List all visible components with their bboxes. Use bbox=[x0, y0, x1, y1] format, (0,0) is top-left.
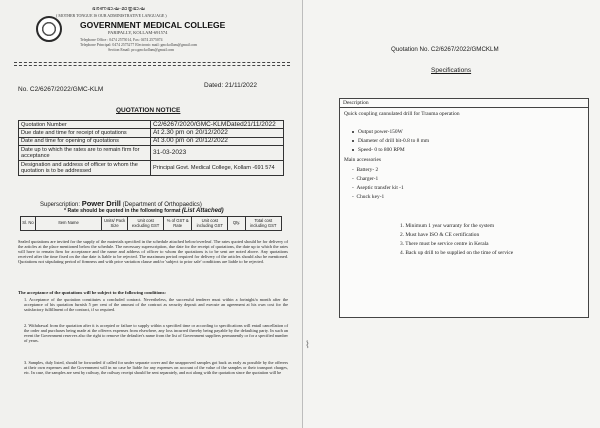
item-rate-table bbox=[20, 216, 282, 231]
row-value: Principal Govt. Medical College, Kollam -691 574 bbox=[151, 161, 284, 176]
col-header: Unit cost excluding GST bbox=[127, 217, 163, 231]
dash-icon: - bbox=[352, 167, 357, 173]
row-key: Due date and time for receipt of quotations bbox=[19, 129, 151, 137]
col-header: % of GST & Rate bbox=[164, 217, 192, 231]
term-item: 1. Minimum 1 year warranty for the system bbox=[400, 223, 495, 229]
col-header: Units/ Pack Size bbox=[102, 217, 128, 231]
superscription bbox=[40, 199, 202, 208]
bullet-icon bbox=[352, 149, 354, 151]
accessory-item bbox=[352, 176, 378, 182]
superscription-label: Superscription: bbox=[40, 202, 81, 208]
conditions-heading: The acceptance of the quotations will be subject to the following conditions: bbox=[18, 290, 166, 295]
malayalam-heading: ഭരണഭാഷ-മാതൃഭാഷ bbox=[92, 7, 146, 12]
col-header: Sl. No bbox=[21, 217, 36, 231]
condition-item: 3. Samples, duly listed, should be forwarded if called for under separate cover and the unapproved samples got back as early as possible by the offerers at their own expenses and the Government will in no case be liable for any expenses on account of the value of the samples or their transport charges, etc. In case, the samples are sent by railway, the railway receipt should be sent separately, and not along with the quotation since the quotation will be bbox=[24, 360, 288, 375]
telephone-principal: Telephone Principal: 0474 2575277 Electronic mail: gmckollam@gmail.com bbox=[80, 43, 198, 47]
accessory-text: Chuck key-1 bbox=[356, 194, 385, 200]
bullet-icon bbox=[352, 131, 354, 133]
dash-icon: - bbox=[352, 176, 357, 182]
row-value: At 3.00 pm on 20/12/2022 bbox=[151, 137, 284, 145]
term-item: 2. Must have ISO & CE certification bbox=[400, 232, 480, 238]
rate-note-text: * Rate should be quoted in the following format bbox=[64, 208, 181, 214]
rate-note bbox=[64, 208, 224, 214]
term-item: 4. Back up drill to be supplied on the time of service bbox=[400, 250, 514, 256]
pen-mark-icon: ⌇ bbox=[305, 340, 310, 351]
letterhead-divider bbox=[14, 62, 290, 63]
row-key: Quotation Number bbox=[19, 121, 151, 129]
spec-item bbox=[352, 138, 429, 144]
spec-item bbox=[352, 147, 405, 153]
dated: Dated: 21/11/2022 bbox=[204, 82, 258, 89]
description-header: Description bbox=[340, 99, 588, 108]
table-row bbox=[19, 129, 284, 137]
spec-text: Speed- 0 to 800 RPM bbox=[358, 147, 405, 153]
accessories-label: Main accessories bbox=[344, 157, 381, 163]
col-header: Unit cost including GST bbox=[192, 217, 228, 231]
spec-text: Diameter of drill bit-0.8 to 8 mm bbox=[358, 138, 430, 144]
specifications-page bbox=[302, 0, 600, 428]
row-value: 31-03-2023 bbox=[151, 146, 284, 161]
instructions-paragraph: Sealed quotations are invited for the supply of the materials specified in the schedule attached below/overleaf. The rates quoted should be for delivery of the articles at the place mentioned below the schedule. The necessary superscription, due date for the receipt of quotations, the date up to which the rates will have to remain firm for acceptance and the name and address of officer to whom the quotations is to be sent are noted above. Any quotations received after the time fixed on the due date is liable to be rejected. The maximum period required for delivery of the articles should also be mentioned. Quotations not stipulating period of firmness and with price variation clause and/or 'subject to prior sale' conditions are liable to be rejected. bbox=[18, 239, 288, 265]
table-header-row bbox=[21, 217, 282, 231]
dash-icon: - bbox=[352, 185, 357, 191]
dash-icon: - bbox=[352, 194, 357, 200]
table-row bbox=[19, 161, 284, 176]
table-row bbox=[19, 137, 284, 145]
section-email: Section Email: pro.gmckollam@gmail.com bbox=[108, 48, 175, 52]
term-item: 3. There must be service centre in Kerala bbox=[400, 241, 489, 247]
notice-title: QUOTATION NOTICE bbox=[116, 107, 181, 114]
col-header: Item Name bbox=[35, 217, 101, 231]
letterhead-divider-2 bbox=[14, 65, 290, 66]
superscription-item: Power Drill bbox=[81, 199, 121, 208]
row-key: Date and time for opening of quotations bbox=[19, 137, 151, 145]
accessory-text: Aseptic transfer kit -1 bbox=[356, 185, 404, 191]
accessory-text: Battery- 2 bbox=[356, 167, 379, 173]
row-value: At 2.30 pm on 20/12/2022 bbox=[151, 129, 284, 137]
table-row bbox=[19, 121, 284, 129]
reference-number: No. C2/6267/2022/GMC-KLM bbox=[18, 86, 104, 93]
college-emblem-icon bbox=[36, 16, 62, 42]
accessory-text: Charger-1 bbox=[356, 176, 379, 182]
row-key: Designation and address of officer to whom the quotation is to be addressed bbox=[19, 161, 151, 176]
bullet-icon bbox=[352, 140, 354, 142]
col-header: Qty. bbox=[228, 217, 245, 231]
superscription-dept: (Department of Orthopaedics) bbox=[122, 202, 202, 208]
quotation-number: Quotation No. C2/6267/2022/GMCKLM bbox=[391, 46, 499, 53]
list-attached: (List Attached) bbox=[181, 208, 224, 214]
accessory-item bbox=[352, 185, 404, 191]
row-value: C2/6267/2020/GMC-KLMDated21/11/2022 bbox=[151, 121, 284, 129]
row-key: Date up to which the rates are to remain firm for acceptance bbox=[19, 146, 151, 161]
condition-item: 2. Withdrawal from the quotation after it is accepted or failure to supply within a specified time or according to specifications will entail cancellation of the order and purchases being made at the offerers expenses from elsewhere, any loss incurred thereby being payable by the defaulting party. In such an event the Government reserves also the right to remove the defaulter's name from the list of Government suppliers permanently or for a specified number of years. bbox=[24, 323, 288, 343]
quotation-details-table bbox=[18, 120, 284, 176]
specification-box bbox=[339, 98, 589, 318]
condition-item: 1. Acceptance of the quotation constitutes a concluded contract. Nevertheless, the successful tenderer must within a fortnight/a month after the acceptance of his quotation furnish 5 per cent of the amount of the contract as security deposit and execute an agreement at his own cost for the satisfactory fulfillment of the contract, if so required. bbox=[24, 297, 288, 312]
college-name: GOVERNMENT MEDICAL COLLEGE bbox=[80, 20, 226, 30]
col-header: Total cost including GST bbox=[245, 217, 281, 231]
table-row bbox=[19, 146, 284, 161]
accessory-item bbox=[352, 194, 384, 200]
specifications-title: Specifications bbox=[431, 67, 472, 74]
telephone-office: Telephone Office : 0474 2575014, Fax: 0474 2575074 bbox=[80, 38, 163, 42]
spec-text: Output power-150W bbox=[358, 129, 403, 135]
accessory-item bbox=[352, 167, 378, 173]
college-address: PARIPALLY, KOLLAM-691574 bbox=[108, 30, 168, 35]
motto-line: ( MOTHER TONGUE IS OUR ADMINISTRATIVE LANGUAGE ) bbox=[56, 13, 167, 18]
spec-item bbox=[352, 129, 403, 135]
item-title: Quick coupling cannulated drill for Trauma operation bbox=[344, 111, 460, 117]
